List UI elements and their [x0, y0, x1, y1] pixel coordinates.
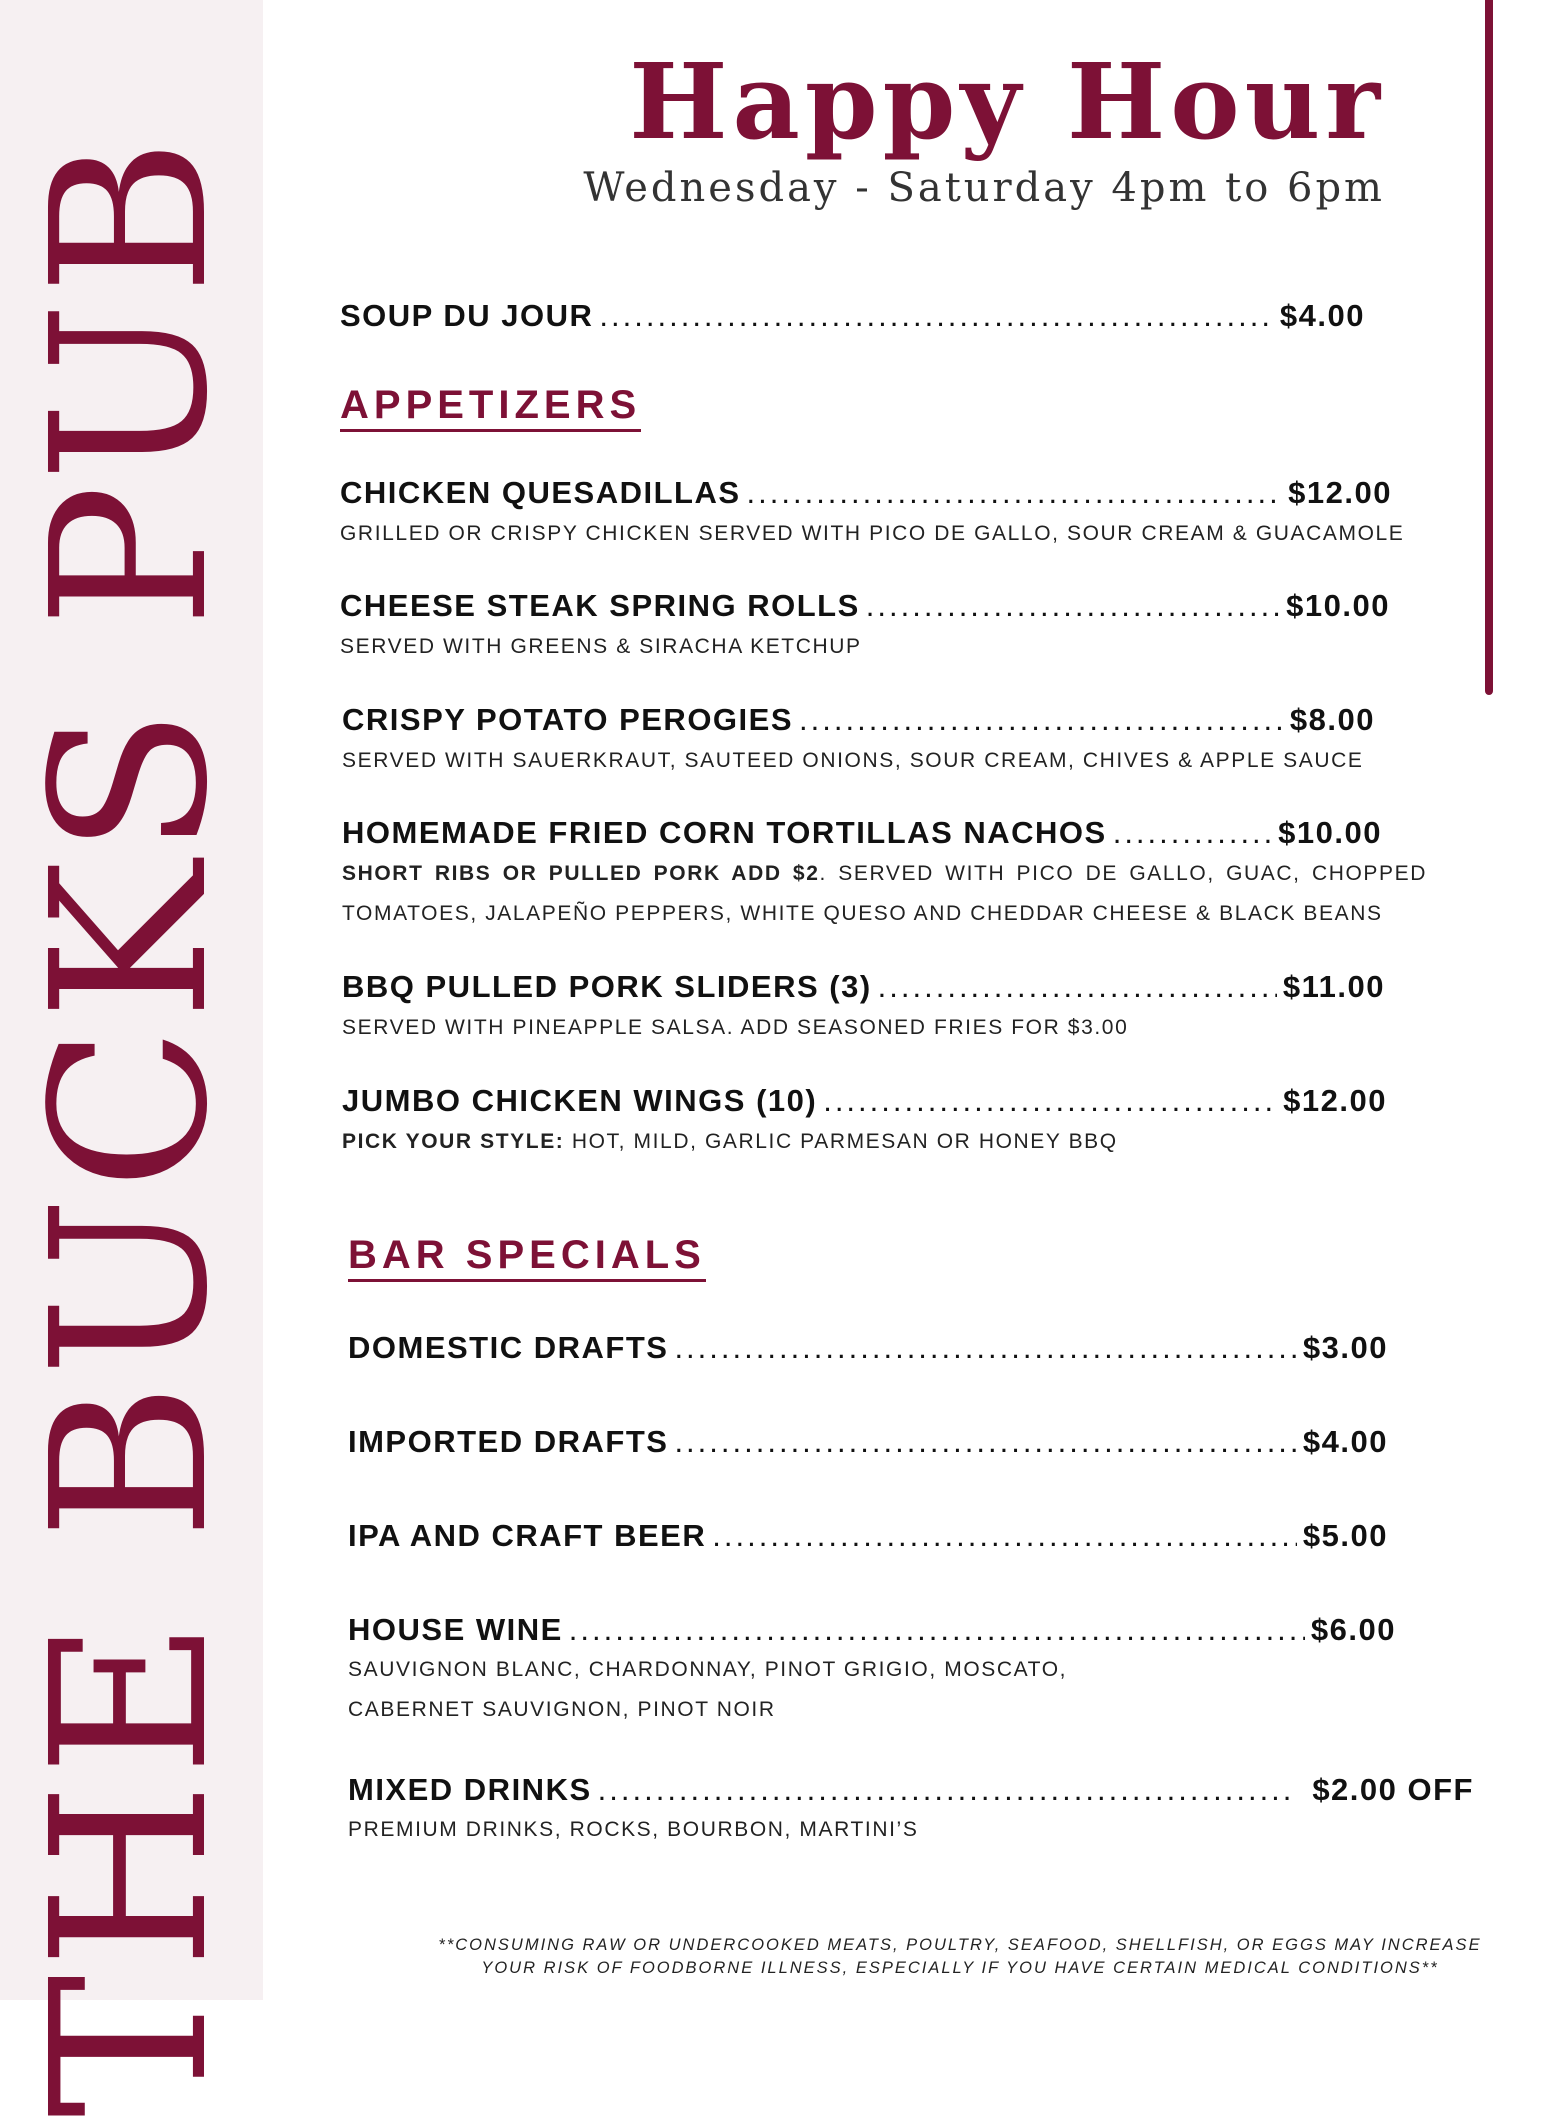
item-price: $12.00	[1288, 475, 1392, 510]
item-name: CHICKEN QUESADILLAS	[340, 475, 741, 510]
disclaimer-line: **CONSUMING RAW OR UNDERCOOKED MEATS, POULTRY, SEAFOOD, SHELLFISH, OR EGGS MAY INCREASE	[438, 1936, 1482, 1954]
menu-item	[342, 815, 1382, 851]
item-name: HOUSE WINE	[348, 1612, 563, 1647]
item-description: PREMIUM DRINKS, ROCKS, BOURBON, MARTINI’S	[348, 1818, 919, 1841]
item-price: $8.00	[1289, 702, 1375, 737]
item-description-text: . SERVED WITH PICO DE GALLO, GUAC, CHOPPED TOMATOES, JALAPEÑO PEPPERS, WHITE QUESO AND CHEDDAR CHEESE & BLACK BEANS	[342, 862, 1427, 925]
dot-leader	[674, 1424, 1296, 1460]
item-style-label: PICK YOUR STYLE:	[342, 1130, 565, 1153]
item-name: CRISPY POTATO PEROGIES	[342, 702, 794, 737]
item-name: HOMEMADE FRIED CORN TORTILLAS NACHOS	[342, 815, 1107, 850]
item-price: $4.00	[1279, 298, 1365, 333]
menu-item	[342, 1083, 1387, 1119]
section-heading-bar-specials: BAR SPECIALS	[348, 1233, 706, 1282]
item-description-line: SAUVIGNON BLANC, CHARDONNAY, PINOT GRIGIO, MOSCATO,	[348, 1658, 1068, 1681]
menu-item	[340, 588, 1390, 624]
dot-leader	[866, 588, 1280, 624]
page-title: Happy Hour	[629, 40, 1385, 163]
item-addon-note: SHORT RIBS OR PULLED PORK ADD $2	[342, 862, 820, 885]
sidebar-pub-name: THE BUCKS PUB	[6, 132, 255, 2118]
item-price: $11.00	[1282, 969, 1385, 1004]
item-name: MIXED DRINKS	[348, 1772, 592, 1807]
item-name: BBQ PULLED PORK SLIDERS (3)	[342, 969, 872, 1004]
item-description	[342, 1122, 1118, 1162]
dot-leader	[878, 969, 1277, 1005]
item-name: IMPORTED DRAFTS	[348, 1424, 669, 1459]
item-description: SERVED WITH SAUERKRAUT, SAUTEED ONIONS, SOUR CREAM, CHIVES & APPLE SAUCE	[342, 749, 1364, 772]
menu-item	[342, 702, 1375, 738]
food-safety-disclaimer	[400, 1934, 1520, 1980]
item-price: $10.00	[1286, 588, 1390, 623]
item-name: SOUP DU JOUR	[340, 298, 594, 333]
menu-item	[348, 1518, 1388, 1554]
item-price: $6.00	[1310, 1612, 1396, 1647]
item-description-line: CABERNET SAUVIGNON, PINOT NOIR	[348, 1698, 776, 1721]
sidebar-panel	[0, 0, 263, 2118]
menu-item	[348, 1330, 1388, 1366]
dot-leader	[598, 1772, 1291, 1808]
item-description	[342, 854, 1427, 934]
dot-leader	[823, 1083, 1277, 1119]
menu-item	[340, 475, 1392, 511]
item-price: $5.00	[1302, 1518, 1388, 1553]
dot-leader	[674, 1330, 1296, 1366]
menu-item-soup	[340, 298, 1365, 334]
item-price: $2.00 OFF	[1312, 1772, 1474, 1807]
item-price: $3.00	[1302, 1330, 1388, 1365]
item-description: SERVED WITH PINEAPPLE SALSA. ADD SEASONED FRIES FOR $3.00	[342, 1016, 1129, 1039]
dot-leader	[1113, 815, 1272, 851]
item-price: $4.00	[1302, 1424, 1388, 1459]
dot-leader	[569, 1612, 1305, 1648]
section-heading-appetizers: APPETIZERS	[340, 383, 641, 432]
dot-leader	[712, 1518, 1297, 1554]
menu-item	[348, 1772, 1474, 1808]
item-description-text: HOT, MILD, GARLIC PARMESAN OR HONEY BBQ	[564, 1130, 1118, 1153]
item-name: CHEESE STEAK SPRING ROLLS	[340, 588, 860, 623]
disclaimer-line: YOUR RISK OF FOODBORNE ILLNESS, ESPECIALLY IF YOU HAVE CERTAIN MEDICAL CONDITIONS**	[481, 1959, 1439, 1977]
dot-leader	[747, 475, 1283, 511]
menu-item	[348, 1424, 1388, 1460]
menu-item	[342, 969, 1385, 1005]
item-name: IPA AND CRAFT BEER	[348, 1518, 707, 1553]
item-price: $10.00	[1278, 815, 1382, 850]
menu-item	[348, 1612, 1396, 1648]
item-description: SERVED WITH GREENS & SIRACHA KETCHUP	[340, 635, 862, 658]
dot-leader	[799, 702, 1284, 738]
item-name: DOMESTIC DRAFTS	[348, 1330, 669, 1365]
accent-bar	[1485, 0, 1493, 695]
item-name: JUMBO CHICKEN WINGS (10)	[342, 1083, 818, 1118]
item-description: GRILLED OR CRISPY CHICKEN SERVED WITH PICO DE GALLO, SOUR CREAM & GUACAMOLE	[340, 522, 1405, 545]
page-subtitle: Wednesday - Saturday 4pm to 6pm	[583, 165, 1385, 211]
dot-leader	[599, 298, 1274, 334]
item-price: $12.00	[1283, 1083, 1387, 1118]
item-description	[348, 1650, 1067, 1730]
